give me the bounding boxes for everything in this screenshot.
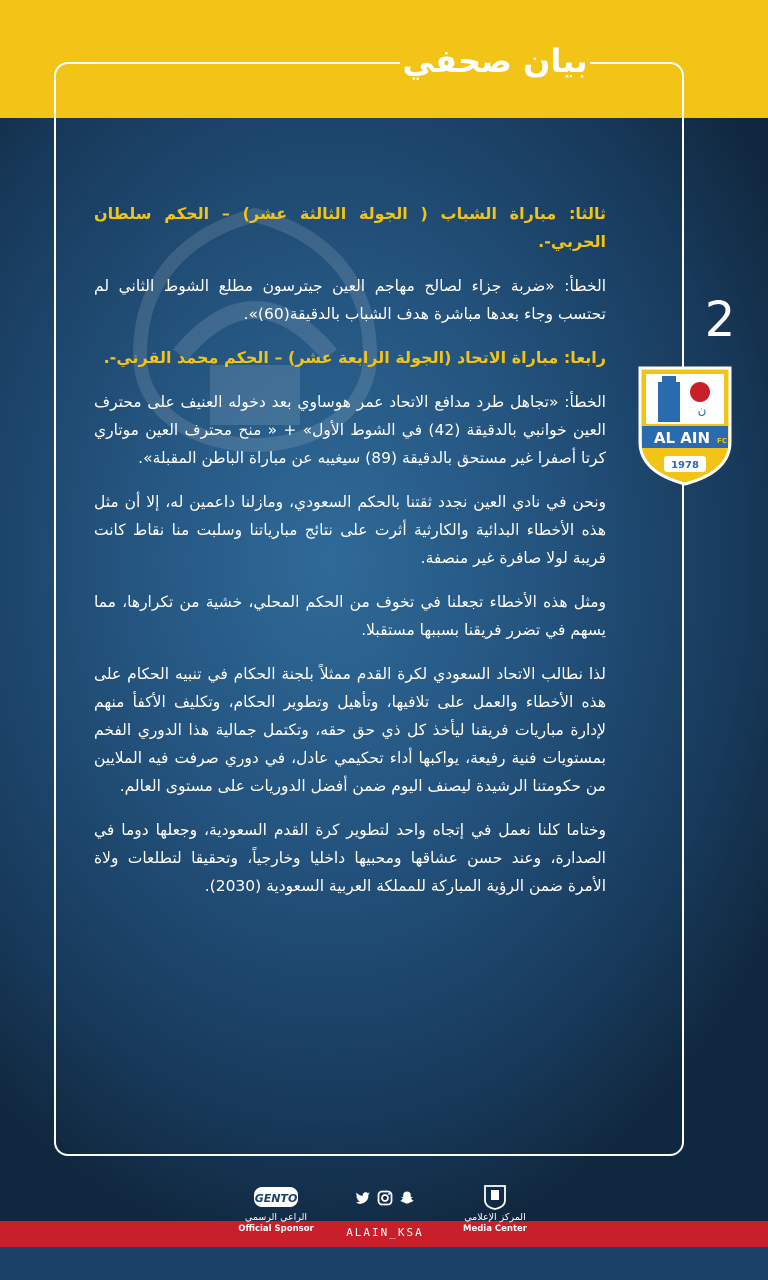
- twitter-icon[interactable]: [355, 1190, 371, 1206]
- media-center-label-en: Media Center: [463, 1224, 527, 1234]
- media-center-logo: [483, 1184, 507, 1210]
- svg-text:ن: ن: [697, 403, 707, 417]
- paragraph-5: ونحن في نادي العين نجدد ثقتنا بالحكم السعودي، ومازلنا داعمين له، إلا أن مثل هذه الأخطاء البدائية والكارثية أثرت على نتائج مبارياتنا وسلبت منا نقاط كانت قريبة لولا صافرة غير منصفة.: [94, 493, 606, 567]
- section-heading-4: رابعا: مباراة الاتحاد (الجولة الرابعة عشر) – الحكم محمد القرني-.: [103, 348, 606, 367]
- official-sponsor: [236, 1184, 316, 1235]
- crest-suffix: FC: [717, 437, 727, 445]
- media-center-label-ar: المركز الإعلامي: [464, 1212, 526, 1223]
- paragraph-8: وختاما كلنا نعمل في إتجاه واحد لتطوير كرة القدم السعودية، وجعلها دوما في الصدارة، وعند حسن عشاقها ومحبيها داخليا وخارجياً، وتحقيقا لتطلعات ولاة الأمرة ضمن الرؤية المباركة للمملكة العربية السعودية (2030).: [94, 821, 606, 895]
- sponsor-label-ar: الراعي الرسمي: [244, 1212, 308, 1223]
- instagram-icon[interactable]: [377, 1190, 393, 1206]
- paragraph-6: ومثل هذه الأخطاء تجعلنا في تخوف من الحكم المحلي، خشية من تكرارها، مما يسهم في تضرر فريقنا بسببها مستقبلا.: [94, 593, 606, 639]
- media-center: [450, 1184, 540, 1235]
- crest-club-name: AL AIN: [653, 429, 711, 447]
- social-handle: ALAIN_KSA: [346, 1226, 424, 1239]
- page-number: 2: [704, 292, 736, 348]
- statement-body: [94, 200, 606, 916]
- section-heading-3: ثالثا: مباراة الشباب ( الجولة الثالثة عشر) – الحكم سلطان الحربي-.: [94, 204, 606, 251]
- social-links: [340, 1188, 430, 1239]
- club-crest-logo: [636, 362, 734, 486]
- paragraph-3: الخطأ: «ضربة جزاء لصالح مهاجم العين جيترسون مطلع الشوط الثاني لم تحتسب وجاء بعدها مباشرة هدف الشباب بالدقيقة(60)».: [94, 277, 606, 323]
- page-title: بيان صحفي: [402, 42, 588, 80]
- title-wrap: [400, 36, 590, 86]
- sponsor-label-en: Official Sponsor: [238, 1224, 314, 1234]
- snapchat-icon[interactable]: [399, 1190, 415, 1206]
- sponsor-logo: [253, 1184, 299, 1210]
- footer-bottom: [0, 1247, 768, 1280]
- paragraph-7: لذا نطالب الاتحاد السعودي لكرة القدم ممثلاً بلجنة الحكام في تنبيه الحكام على هذه الأخطاء والعمل على تلافيها، وتأهيل وتطوير الحكام، وتكليف الأكفأ منهم لإدارة مباريات فريقنا ليأخذ كل ذي حق حقه، وتكتمل جمالية هذا الدوري الفخم بمستويات فنية رفيعة، يواكبها أداء تحكيمي عادل، في دوري صرفت فيه الملايين من حكومتنا الرشيدة ليصنف اليوم ضمن أفضل الدوريات على مستوى العالم.: [94, 665, 606, 795]
- crest-year: 1978: [671, 460, 699, 471]
- paragraph-4: الخطأ: «تجاهل طرد مدافع الاتحاد عمر هوساوي بعد دخوله العنيف على محترف العين خوانبي بالدقيقة (42) في الشوط الأول» + « منح محترف العين موتاري كرتا أصفرا غير مستحق بالدقيقة (89) سيغيبه عن مباراة الباطن المقبلة».: [94, 393, 606, 467]
- sponsor-logo-text: GENTO: [254, 1192, 298, 1205]
